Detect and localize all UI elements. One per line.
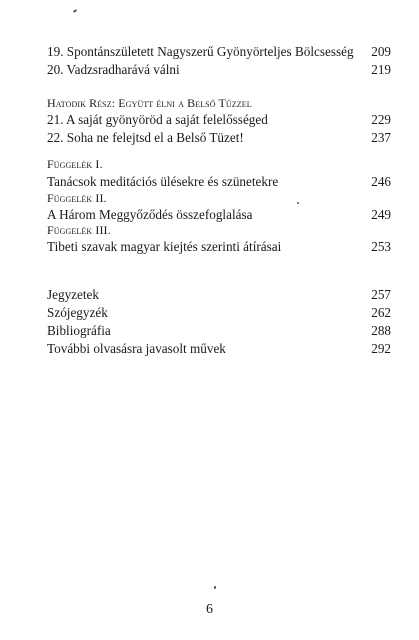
scan-speck-bottom <box>214 586 216 589</box>
toc-entry-page: 253 <box>371 239 391 254</box>
toc-entry-further-reading <box>47 340 391 357</box>
toc-entry-title: Tanácsok meditációs ülésekre és szünetekre <box>47 174 279 189</box>
part-six-heading: Hatodik Rész: Együtt élni a Belső Tűzzel <box>47 96 252 110</box>
toc-entry-appendix-one <box>47 173 391 190</box>
appendix-two-heading: Függelék II. <box>47 191 107 205</box>
toc-entry-title: 22. Soha ne felejtsd el a Belső Tüzet! <box>47 130 244 145</box>
toc-entry-page: 257 <box>371 287 391 302</box>
toc-entry-22 <box>47 129 391 146</box>
toc-entry-page: 246 <box>371 174 391 189</box>
toc-entry-title: Szójegyzék <box>47 305 108 320</box>
appendix-one-heading: Függelék I. <box>47 157 103 171</box>
toc-entry-title: A Három Meggyőződés összefoglalása <box>47 207 253 222</box>
toc-entry-page: 237 <box>371 130 391 145</box>
scan-speck-mid <box>297 202 299 204</box>
toc-entry-page: 292 <box>371 341 391 356</box>
toc-entry-bibliography <box>47 322 391 339</box>
toc-entry-appendix-three <box>47 238 391 255</box>
toc-entry-title: Bibliográfia <box>47 323 111 338</box>
toc-entry-page: 288 <box>371 323 391 338</box>
appendix-three-heading: Függelék III. <box>47 223 111 237</box>
toc-entry-appendix-two <box>47 206 391 223</box>
toc-entry-page: 219 <box>371 62 391 77</box>
toc-entry-title: 21. A saját gyönyöröd a saját felelősséged <box>47 112 268 127</box>
toc-entry-page: 249 <box>371 207 391 222</box>
toc-entry-title: További olvasásra javasolt művek <box>47 341 226 356</box>
toc-entry-19 <box>47 43 391 60</box>
toc-entry-title: Jegyzetek <box>47 287 99 302</box>
toc-entry-title: Tibeti szavak magyar kiejtés szerinti átírásai <box>47 239 282 254</box>
toc-entry-21 <box>47 111 391 128</box>
toc-entry-title: 20. Vadzsradharává válni <box>47 62 180 77</box>
toc-entry-page: 262 <box>371 305 391 320</box>
scan-speck-top <box>73 9 77 13</box>
toc-entry-page: 229 <box>371 112 391 127</box>
toc-entry-title: 19. Spontánszületett Nagyszerű Gyönyörteljes Bölcsesség <box>47 44 354 59</box>
toc-entry-notes <box>47 286 391 303</box>
page-number: 6 <box>206 602 213 617</box>
toc-entry-glossary <box>47 304 391 321</box>
toc-entry-20 <box>47 61 391 78</box>
toc-entry-page: 209 <box>371 44 391 59</box>
